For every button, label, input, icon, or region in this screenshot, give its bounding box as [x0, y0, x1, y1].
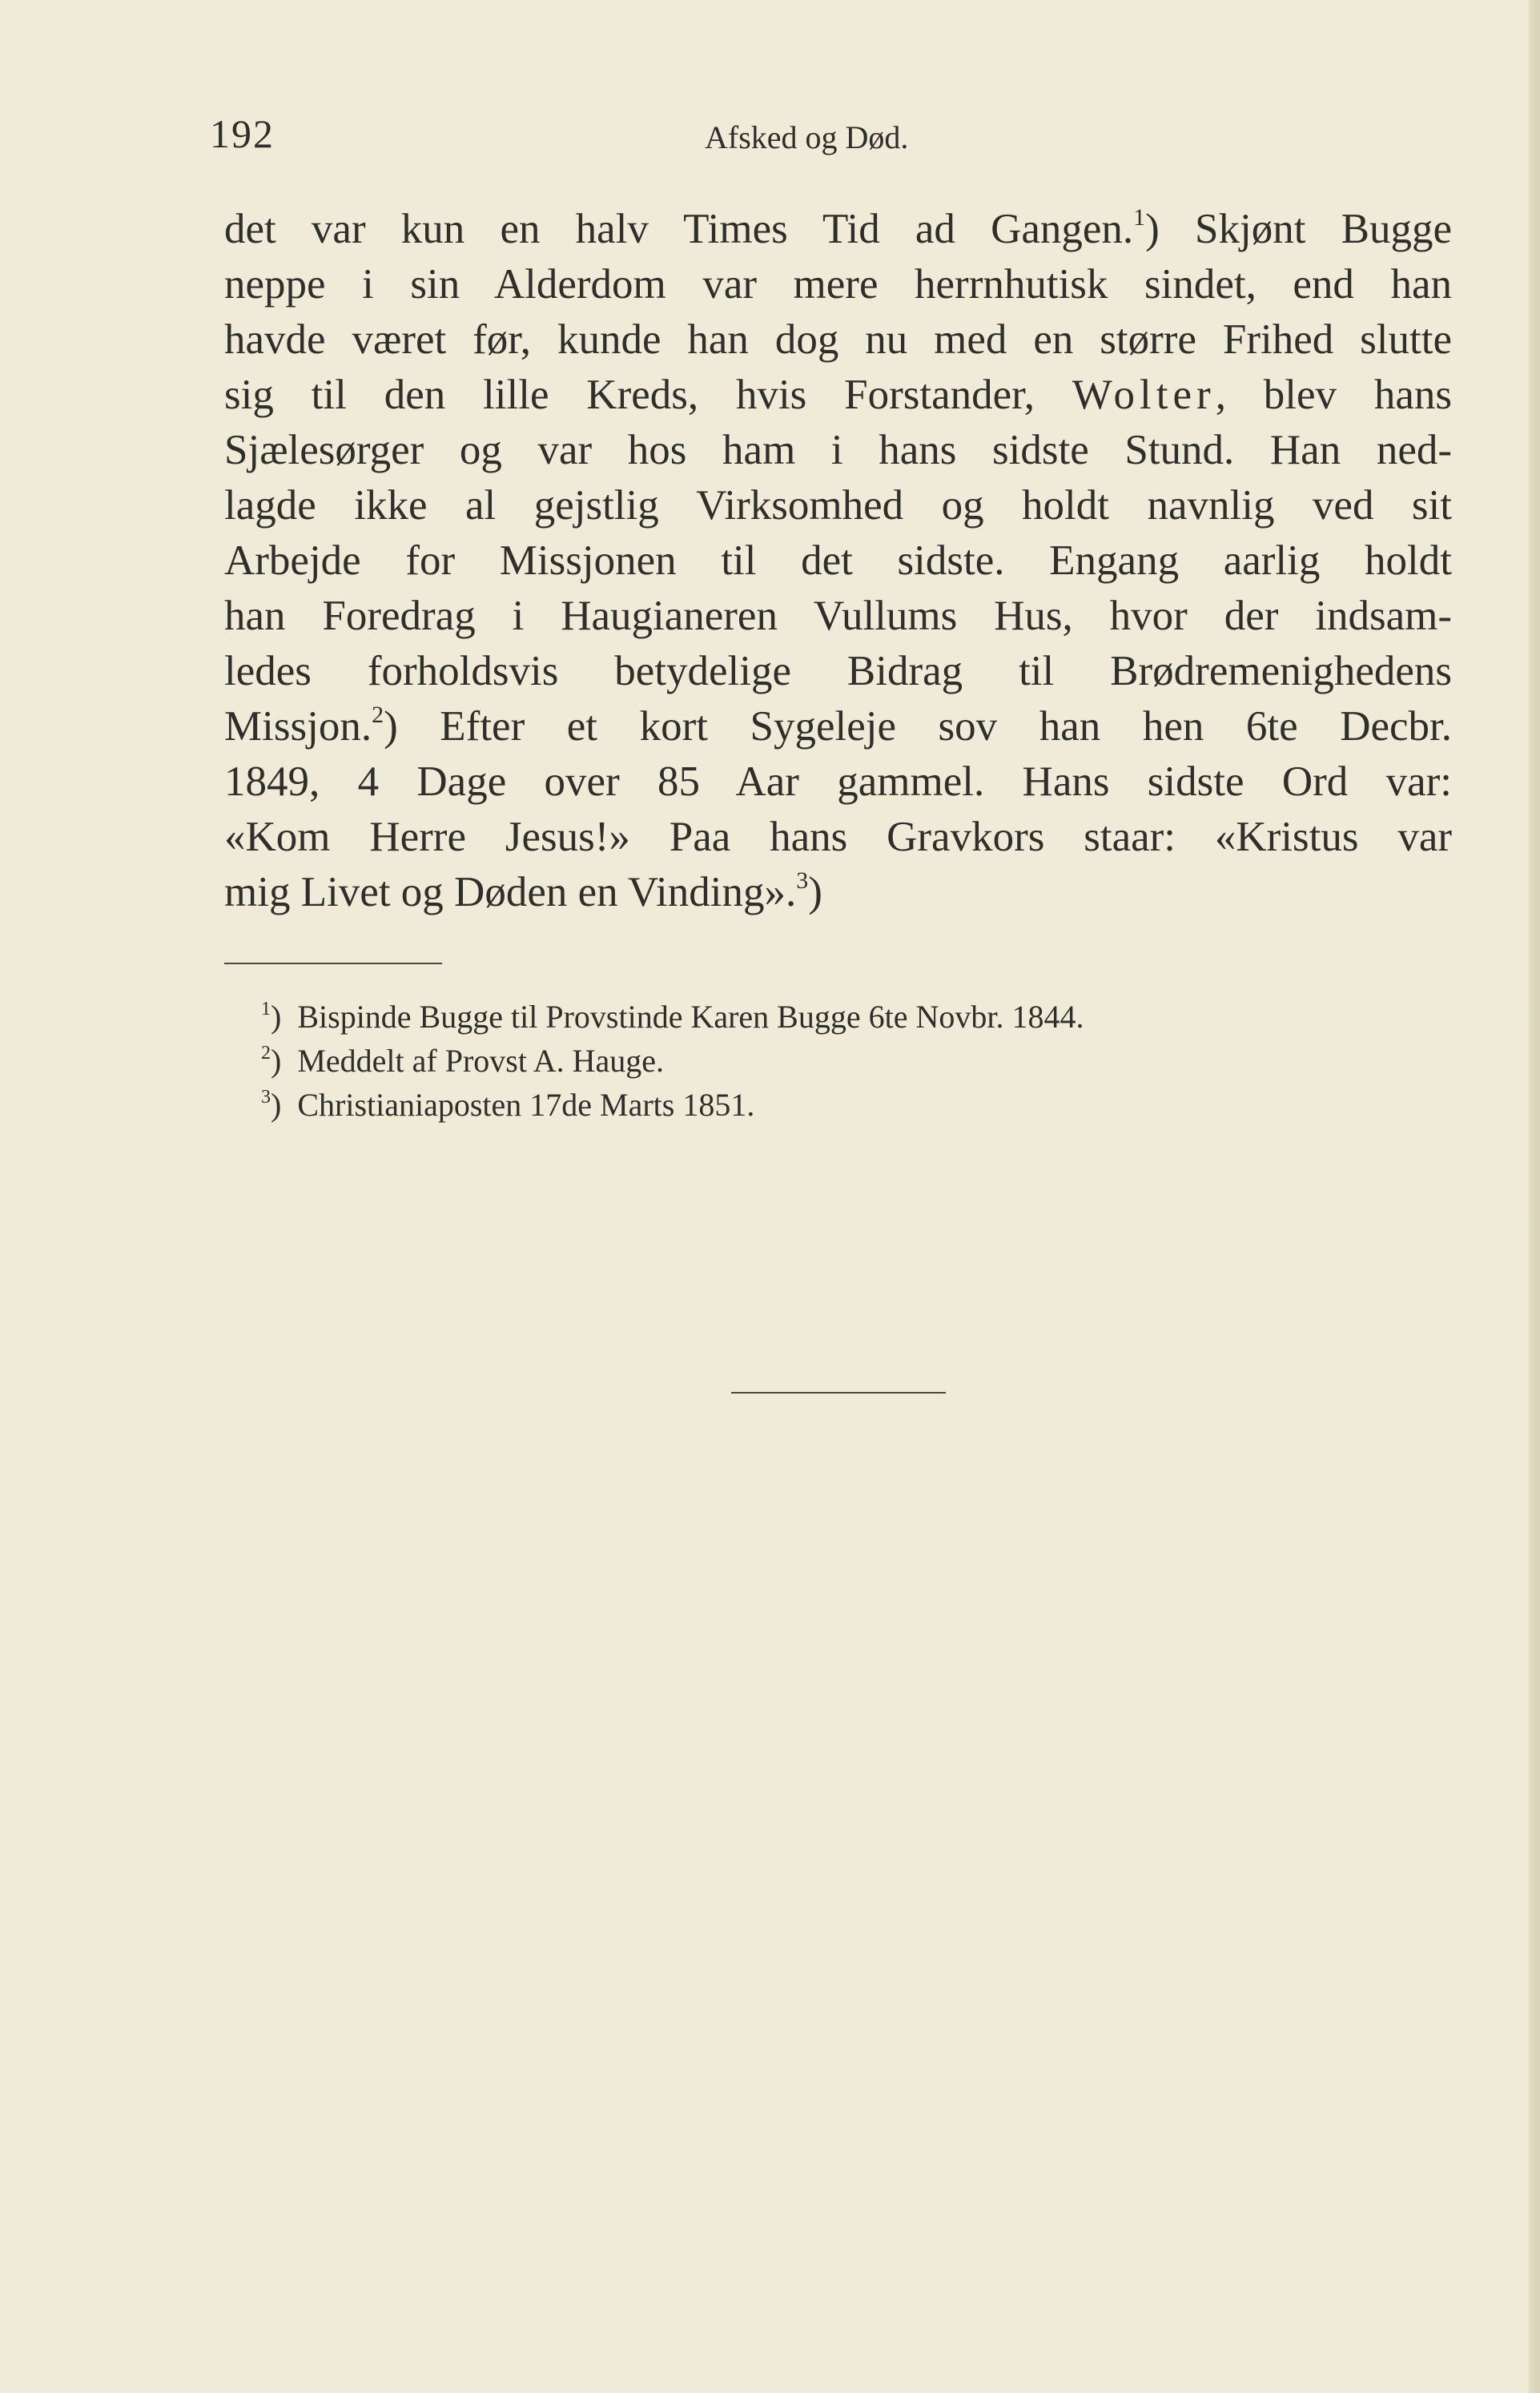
footnotes: [261, 995, 1382, 1127]
footnote-marker: 2: [261, 1043, 271, 1064]
footnote-marker: 1: [261, 999, 271, 1020]
spaced-name: Wolter: [1072, 372, 1216, 418]
footnote-separator: [224, 963, 442, 964]
text-line: neppe i sin Alderdom var mere herrnhutisk sindet, end han: [224, 261, 1452, 308]
footnote-item: $^3$) Christianiaposten 17de Marts 1851.: [261, 1087, 755, 1123]
footnote-ref: 1: [1133, 204, 1146, 231]
footnote-text: Bispinde Bugge til Provstinde Karen Bugge 6te Novbr. 1844.: [297, 999, 1084, 1035]
text-line: Sjælesørger og var hos ham i hans sidste Stund. Han ned-: [224, 427, 1452, 473]
footnote-item: $^1$) Bispinde Bugge til Provstinde Karen Bugge 6te Novbr. 1844.: [261, 999, 1084, 1035]
footnote-text: Christianiaposten 17de Marts 1851.: [297, 1087, 755, 1123]
end-of-section-rule: [731, 1392, 946, 1394]
running-title: Afsked og Død.: [705, 119, 909, 155]
footnote-item: $^2$) Meddelt af Provst A. Hauge.: [261, 1043, 665, 1079]
text-line: 1849, 4 Dage over 85 Aar gammel. Hans sidste Ord var:: [224, 758, 1452, 805]
text-line: lagde ikke al gejstlig Virksomhed og holdt navnlig ved sit: [224, 482, 1452, 529]
text-line: ledes forholdsvis betydelige Bidrag til Brødremenighedens: [224, 648, 1452, 694]
page-number: 192: [210, 111, 275, 156]
text-line: Missjon.$^2$) Efter et kort Sygeleje sov han hen 6te Decbr.: [224, 702, 1452, 750]
text-line: mig Livet og Døden en Vinding».$^3$): [224, 867, 822, 915]
text-line: havde været før, kunde han dog nu med en større Frihed slutte: [224, 316, 1452, 363]
footnote-ref: 3: [796, 867, 809, 894]
text-line: han Foredrag i Haugianeren Vullums Hus, hvor der indsam-: [224, 593, 1452, 639]
footnote-ref: 2: [372, 702, 384, 728]
footnote-marker: 3: [261, 1087, 271, 1108]
text-line: «Kom Herre Jesus!» Paa hans Gravkors staar: «Kristus var: [224, 814, 1452, 860]
footnote-text: Meddelt af Provst A. Hauge.: [297, 1043, 665, 1079]
text-line: sig til den lille Kreds, hvis Forstander, Wolter, blev hans: [224, 372, 1452, 418]
page-edge: [1529, 0, 1540, 2393]
body-text: [224, 202, 1452, 920]
text-line: Arbejde for Missjonen til det sidste. Engang aarlig holdt: [224, 537, 1452, 584]
text-line: det var kun en halv Times Tid ad Gangen.$^1$) Skjønt Bugge: [224, 204, 1452, 252]
